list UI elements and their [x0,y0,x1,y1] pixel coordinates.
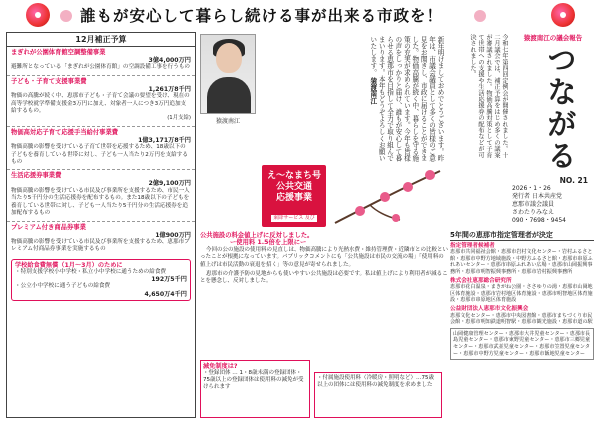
publisher-label: 発行者 [512,193,531,200]
facility-fee-box [314,372,442,418]
article-subheading: ー使用料 1.5倍を上限にー [230,239,307,247]
portrait-caption: 猿渡南江 [215,118,240,125]
banner-line: 応援事業 [275,193,312,203]
manager-category: 公益財団法人恵那市文化振興会 [450,305,529,312]
manager-text: 恵那市花白温泉・まきがね公園・ささゆりの湯・恵那市山岡地区体育施設・恵那市岩村地区体育施設・恵那市明智地区体育施設・恵那市串原地区体育施設 [450,284,593,304]
flower-icon [474,10,486,22]
lunch-heading: 学校給食費無償（1月～3月）のために [15,261,123,269]
budget-column [6,32,196,418]
section-heading: 生活応援券事業費 [11,172,62,180]
lunch-amount: 4,650万4千円 [144,290,187,298]
section-heading: プレミアム付き商品券事業 [11,223,86,231]
article-heading: 公共施設の料金値上げに反対しました。 [200,232,314,239]
manager-category: 指定管理者候補者 [450,242,495,249]
news-text: 令和七年第四回定例会が開催されました。十二月議会では、補正予算をはじめ多くの議案が審議されました。物価高騰対策として子育て世帯への支援や生活応援券の配布などが可決されました。 [469,34,508,158]
lunch-amount: 192万5千円 [151,276,187,284]
publisher: 日本共産党 [531,193,562,200]
budget-section [7,222,195,257]
section-body: 物価の高騰が続く中、恵那市子ども・子育て会議の要望を受け、現在の高等学校就学準備支援金3万円に加え、対象者一人につき3万円追加支給するもの。 [11,93,190,115]
budget-section [7,127,195,171]
manager-box: 山岡健康管理センター・恵那市大井児童センター・恵那市長島児童センター・恵那市東野児童センター・恵那市三郷児童センター・恵那市武並児童センター・恵那市笠置児童センター・恵那市中野方児童センター・恵那市飯地児童センター [450,328,594,360]
section-heading: 物価高対応子育て応援手当給付事業費 [11,128,119,136]
designated-manager-column [450,232,594,418]
phone-number: 090・7698・9454 [512,217,566,224]
party-logo-icon [26,3,50,27]
lunch-box [11,259,191,301]
reduction-heading: 減免制度は? [203,363,238,370]
reduction-text: ・登録団体 … 1・8歳未満の登録団体・75歳以上の登録団体は使用料の減免が受けられます [203,370,304,390]
issue-number: NO. 21 [559,176,588,185]
plum-blossom-illustration [330,165,444,227]
facility-fee-text: ・付属施設使用料（冷暖房・照明など）…75歳以上の団体には使用料の減免制度を求めました [317,375,434,388]
flower-icon [60,10,72,22]
banner-line: え〜なまち号 [266,171,321,181]
lunch-item: ・特別支援学校小中学校・私立小中学校に通うための給食費 [15,268,167,275]
section-body: 物価高騰の影響を受けている子育て世帯を応援するため、18歳以下の子どもを養育している世帯に対し、子ども一人当たり2万円を支給するもの [11,144,188,166]
reduction-box [200,360,310,418]
branch-icon [330,165,444,227]
headline: 誰もが安心して暮らし続ける事が出来る市政を！ [80,7,444,25]
manager-category: 株式会社恵那総合研究所 [450,277,512,284]
budget-section [7,76,195,127]
section-amount: 1億3,171万8千円 [138,136,191,144]
greeting-signature: 猿渡南江 [368,77,377,105]
manager-text: 恵那市共同福祉会館・恵那市岩村文化センター・岩村ふるさと館・恵那市中野方地域施設・中野方ふるさと館・恵那市串原ふれあいセンター・恵那市串原ふれあい広場・恵那市山岡振興事務所・恵那市明智振興事務所・恵那市岩村振興事務所 [450,249,593,275]
section-heading: 子ども・子育て支援事業費 [11,77,87,85]
manager-text: 恵那文化センター・恵那市中央図書館・恵那市まちづくり市民会館・恵那市明知鉄道明智駅・恵那市観光施設・恵那市道の駅 [450,312,593,326]
section-body: 物価高騰の影響を受けている市民及び事業所を支援するため、恵那市プレミアム付商品券事業を実施するもの [11,238,190,253]
section-body: 避難所となっている「まぎれが公園体育館」の空調設備工事を行うもの [11,64,191,71]
budget-title: 12月補正予算 [7,33,195,47]
section-amount: 1億900万円 [155,231,191,239]
author-name: さわたりみなえ [512,209,555,216]
masthead-subtitle: 猿渡南江の議会報告 [523,34,583,42]
greeting-text [260,34,446,164]
section-amount: 1,261万8千円 [148,85,191,93]
portrait-photo [200,34,256,114]
transit-banner [262,165,326,227]
section-amount: 3億4,000万円 [148,57,191,64]
manager-title: 5年間の恵那市指定管理者が決定 [450,232,594,241]
article-paragraph: 恵那市の介護予防の見地からも使いやすい公共施設は必要です。私は値上げにより利用者が減ることを懸念し、反対しました。 [200,271,448,285]
section-note: (1月支給) [167,115,191,122]
budget-section [7,170,195,221]
office: 恵那市議会議員 [512,201,555,208]
masthead-title: つながる [541,44,576,172]
section-amount: 2億9,100万円 [148,180,191,188]
greeting-body: 新年明けましておめでとうございます。昨年は、市議会議員として多くの皆様のご意見をお聞きし、市政に届けることができました。物価高騰が続く中、暮らしを守る施策の充実が求められています。今年も皆様の声をしっかりと届け、誰もが安心して暮らせる恵那市を目指して全力で取り組んでまいります。本年もどうぞよろしくお願いいたします。 [368,36,444,162]
banner-small: 乗降サービス 及び [273,215,315,221]
section-body: 物価高騰の影響を受けている市民及び事業所を支援するため、市民一人当たり5千円分の生活応援券を配布するもの。また18歳以下の子どもを養育している世帯に対し、子ども一人当たり5千円分の生活応援券を追加配布するもの [11,187,190,217]
header [0,0,600,30]
issue-date: 2026・1・26 [512,185,551,192]
party-logo-icon [551,3,575,27]
section-heading: まぎれが公園体育館空調整備事業 [11,49,106,56]
lunch-item: ・公立小中学校に通う子どもの給食費 [15,283,111,290]
budget-section [7,47,195,76]
banner-line: 公共交通 [275,182,312,192]
article-paragraph: 今回の公の施設の使用料の見直しは、物価高騰により光熱水費・維持管理費・近隣市との比較といったことが根拠になっています。パブリックコメントにも「公共施設は市民の交流の場」「使用料の値上げは市民活動の衰退を招く」等の意見が寄せられました。 [200,246,449,268]
